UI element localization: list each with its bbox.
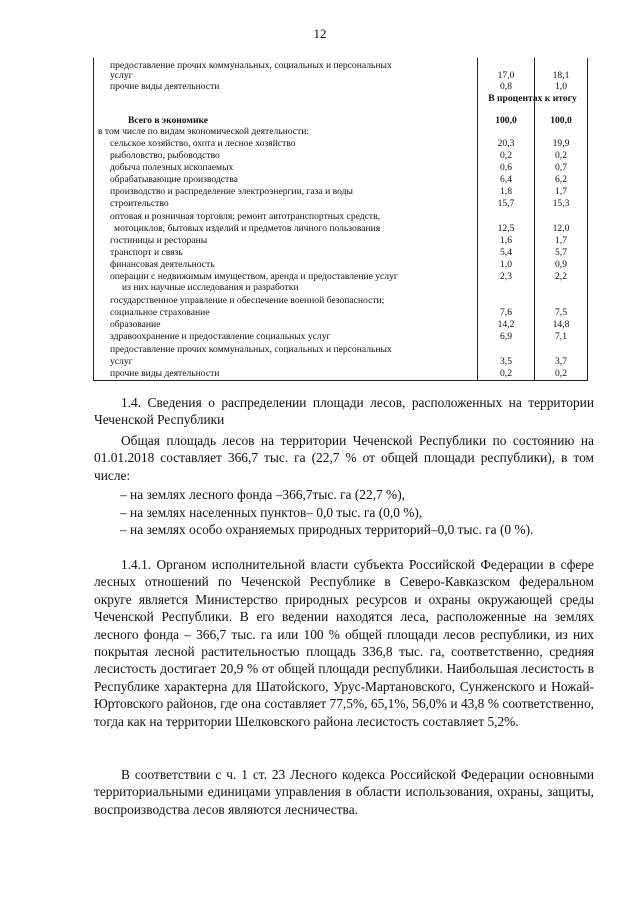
row-label: услуг — [110, 356, 133, 367]
section-heading — [94, 394, 594, 429]
total-label: Всего в экономике — [128, 115, 209, 126]
row-label: рыболовство, рыбоводство — [110, 150, 220, 161]
value-2017: 0,7 — [555, 162, 567, 173]
value-2017: 18,1 — [552, 70, 570, 81]
authority-text: 1.4.1. Органом исполнительной власти субъекта Российской Федерации в сфере лесных отношений по Чеченской Республике в Северо-Кавказском федеральном округе является Министерство природных ресурсов и охраны окружающей среды Чеченской Республики. В его ведении находятся леса, расположенные на землях лесного фонда – 366,7 тыс. га или 100 % общей площади лесов республики, из них покрытая лесной растительностью площадь 336,8 тыс. га, соответственно, средняя лесистость достигает 20,9 % от общей площади республики. Наибольшая лесистость в Республике характерна для Шатойского, Урус-Мартановского, Сунженского и Ножай-Юртовского районов, где она составляет 77,5%, 65,1%, 56,0% и 43,8 % соответственно, тогда как на территории Шелковского района лесистость составляет 5,2%. — [94, 557, 594, 729]
section-1-4-1-paragraph — [94, 556, 594, 730]
value-2016: 1,8 — [500, 186, 512, 197]
value-2017: 1,0 — [555, 81, 567, 92]
value-2017: 7,1 — [555, 331, 567, 342]
value-2017: 19,9 — [552, 138, 570, 149]
list-item: – на землях лесного фонда –366,7тыс. га (22,7 %), — [120, 487, 405, 502]
row-label: предоставление прочих коммунальных, социальных и персональных — [110, 344, 392, 355]
value-2016: 7,6 — [500, 307, 512, 318]
subheader-label: в том числе по видам экономической деятельности: — [98, 126, 310, 137]
value-2017: 0,2 — [555, 150, 567, 161]
row-label: обрабатывающие производства — [110, 174, 238, 185]
value-2016: 6,4 — [500, 174, 512, 185]
row-label: мотоциклов, бытовых изделий и предметов личного пользования — [114, 223, 381, 234]
total-2016: 100,0 — [495, 115, 517, 126]
value-2016: 0,2 — [500, 150, 512, 161]
percent-header: В процентах к итогу — [488, 93, 577, 104]
value-2016: 1,0 — [500, 259, 512, 270]
value-2017: 1,7 — [555, 235, 567, 246]
value-2016: 0,6 — [500, 162, 512, 173]
value-2017: 5,7 — [555, 247, 567, 258]
value-2017: 6,2 — [555, 174, 567, 185]
row-label: прочие виды деятельности — [110, 81, 220, 92]
value-2016: 1,6 — [500, 235, 512, 246]
value-2016: 14,2 — [497, 319, 515, 330]
economy-structure-table — [93, 58, 588, 381]
row-label: сельское хозяйство, охота и лесное хозяйство — [110, 138, 296, 149]
value-2017: 15,3 — [552, 198, 570, 209]
row-label: социальное страхование — [110, 307, 210, 318]
row-label: образование — [110, 319, 161, 330]
section-1-4-heading: 1.4. Сведения о распределении площади лесов, расположенных на территории Чеченской Республики — [94, 395, 594, 428]
value-2016: 2,3 — [500, 271, 512, 282]
value-2016: 6,9 — [500, 331, 512, 342]
list-item: – на землях особо охраняемых природных территорий–0,0 тыс. га (0 %). — [120, 522, 534, 537]
row-label: финансовая деятельность — [110, 259, 215, 270]
forest-area-paragraph — [94, 432, 594, 484]
value-2016: 0,8 — [500, 81, 512, 92]
row-label: оптовая и розничная торговля; ремонт автотранспортных средств, — [110, 211, 381, 222]
forestry-units-paragraph — [94, 766, 594, 818]
row-label: транспорт и связь — [110, 247, 183, 258]
value-2016: 20,3 — [497, 138, 515, 149]
row-label: операции с недвижимым имуществом, аренда и предоставление услуг — [110, 271, 398, 282]
row-label: гостиницы и рестораны — [110, 235, 208, 246]
forestry-units-text: В соответствии с ч. 1 ст. 23 Лесного кодекса Российской Федерации основными территориальными единицами управления в области использования, охраны, защиты, воспроизводства лесов являются лесничества. — [94, 767, 594, 817]
forest-area-text: Общая площадь лесов на территории Чеченской Республики по состоянию на 01.01.2018 составляет 366,7 тыс. га (22,7 % от общей площади республики), в том числе: — [94, 433, 594, 483]
row-label: прочие виды деятельности — [110, 368, 220, 379]
row-label: строительство — [110, 198, 169, 209]
row-label: здравоохранение и предоставление социальных услуг — [110, 331, 331, 342]
row-label: услуг — [110, 70, 133, 81]
value-2017: 0,9 — [555, 259, 567, 270]
total-2017: 100,0 — [550, 115, 572, 126]
value-2016: 12,5 — [497, 223, 515, 234]
value-2017: 2,2 — [555, 271, 567, 282]
value-2017: 1,7 — [555, 186, 567, 197]
value-2016: 15,7 — [497, 198, 515, 209]
value-2017: 12,0 — [552, 223, 570, 234]
value-2017: 3,7 — [555, 356, 567, 367]
value-2017: 7,5 — [555, 307, 567, 318]
row-label: государственное управление и обеспечение военной безопасности; — [110, 295, 385, 306]
value-2016: 0,2 — [500, 368, 512, 379]
value-2017: 0,2 — [555, 368, 567, 379]
page-number: 12 — [313, 26, 327, 41]
value-2016: 5,4 — [500, 247, 512, 258]
row-label: производство и распределение электроэнергии, газа и воды — [110, 186, 353, 197]
value-2016: 3,5 — [500, 356, 512, 367]
value-2017: 14,8 — [552, 319, 570, 330]
row-label: из них научные исследования и разработки — [122, 282, 299, 293]
value-2016: 17,0 — [497, 70, 515, 81]
row-label: добыча полезных ископаемых — [110, 162, 234, 173]
row-label: предоставление прочих коммунальных, социальных и персональных — [110, 60, 392, 71]
list-item: – на землях населенных пунктов– 0,0 тыс. га (0,0 %), — [120, 505, 423, 520]
